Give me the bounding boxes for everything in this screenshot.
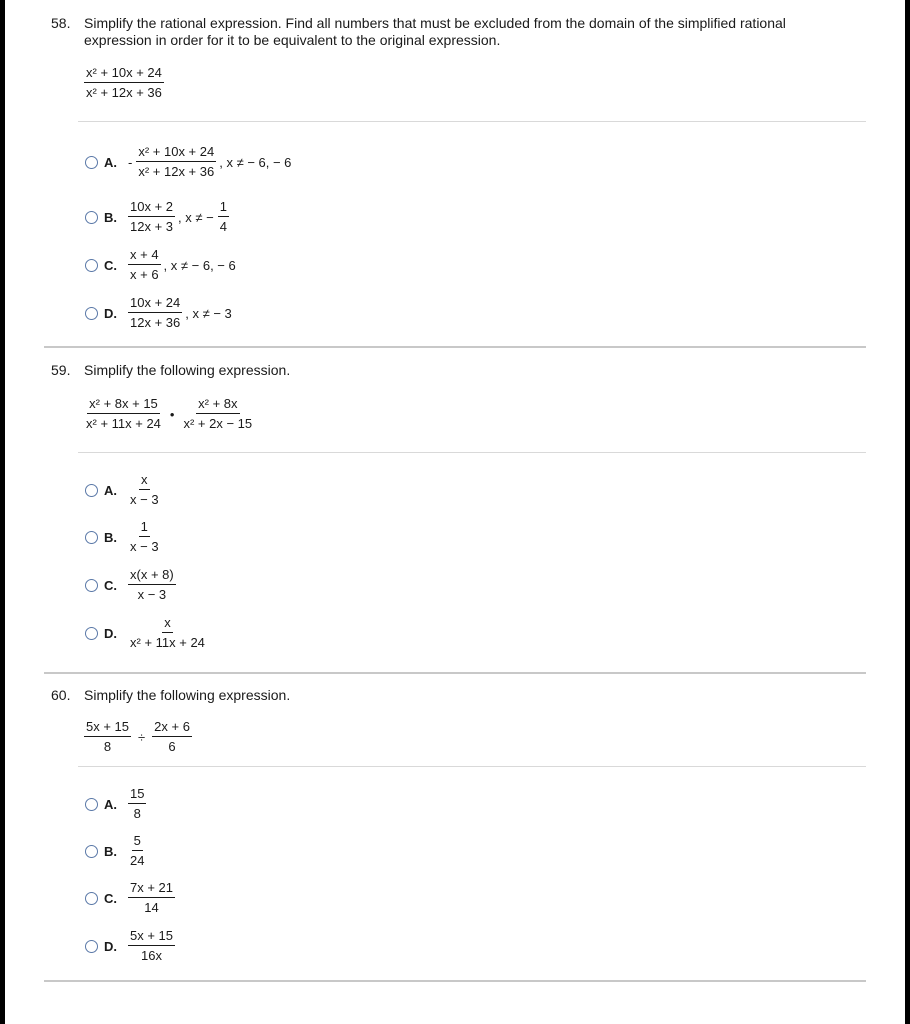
q59-expression-fraction-1 — [84, 397, 163, 431]
q60-expression-fraction-1 — [84, 720, 131, 754]
q60-option-b-letter: B. — [104, 843, 117, 859]
q59-option-b-letter: B. — [104, 529, 117, 545]
q59-option-a-numerator: x — [139, 473, 150, 490]
q60-option-b[interactable] — [85, 834, 146, 868]
q59-option-b-denominator: x − 3 — [130, 539, 159, 554]
q58-expression-fraction — [84, 66, 164, 100]
q60-divide-operator: ÷ — [138, 729, 146, 745]
q58-option-b-exclusion: , x ≠ − — [178, 209, 214, 225]
question-58-divider — [78, 121, 866, 122]
q59-option-c-letter: C. — [104, 577, 117, 593]
question-59-number: 59. — [51, 362, 71, 378]
q59-option-c-radio[interactable] — [85, 579, 98, 592]
q60-option-a-fraction — [128, 787, 146, 821]
q60-expression-numerator-1: 5x + 15 — [84, 720, 131, 737]
q58-option-b-excluded-denominator: 4 — [219, 219, 227, 234]
q59-option-c-fraction — [128, 568, 176, 602]
question-60-number: 60. — [51, 687, 71, 703]
q58-option-a-exclusion: , x ≠ − 6, − 6 — [219, 154, 292, 170]
q60-option-d-numerator: 5x + 15 — [128, 929, 175, 946]
q59-option-a-fraction — [128, 473, 161, 507]
q60-expression-numerator-2: 2x + 6 — [152, 720, 192, 737]
q59-option-d-numerator: x — [162, 616, 173, 633]
question-58-expression — [84, 66, 164, 100]
q59-option-a-letter: A. — [104, 482, 117, 498]
q58-option-c-letter: C. — [104, 257, 117, 273]
q59-option-d[interactable] — [85, 616, 207, 650]
right-edge — [905, 0, 910, 1024]
q58-option-d-letter: D. — [104, 305, 117, 321]
q60-option-b-denominator: 24 — [130, 853, 145, 868]
q60-expression-fraction-2 — [152, 720, 192, 754]
q60-expression-denominator-1: 8 — [103, 739, 112, 754]
q59-option-b-numerator: 1 — [139, 520, 150, 537]
q59-option-b-fraction — [128, 520, 161, 554]
question-60-divider — [78, 766, 866, 767]
q60-option-a-denominator: 8 — [133, 806, 141, 821]
q58-option-b[interactable] — [85, 200, 229, 234]
q60-option-a[interactable] — [85, 787, 146, 821]
q59-option-d-fraction — [128, 616, 207, 650]
q58-option-b-fraction — [128, 200, 175, 234]
q59-option-c-numerator: x(x + 8) — [128, 568, 176, 585]
q59-expression-numerator-2: x² + 8x — [196, 397, 239, 414]
q58-option-d-fraction — [128, 296, 182, 330]
q59-option-a-denominator: x − 3 — [130, 492, 159, 507]
q58-expression-denominator: x² + 12x + 36 — [86, 85, 162, 100]
q58-option-c-numerator: x + 4 — [128, 248, 161, 265]
question-59-expression — [84, 397, 254, 431]
question-59-divider — [78, 452, 866, 453]
q58-option-c-exclusion: , x ≠ − 6, − 6 — [163, 257, 236, 273]
q60-option-c[interactable] — [85, 881, 175, 915]
q60-expression-denominator-2: 6 — [168, 739, 176, 754]
q60-option-b-radio[interactable] — [85, 845, 98, 858]
q58-option-b-numerator: 10x + 2 — [128, 200, 175, 217]
q60-option-a-letter: A. — [104, 796, 117, 812]
q59-option-d-radio[interactable] — [85, 627, 98, 640]
q58-option-a-fraction — [136, 145, 216, 179]
q58-option-b-letter: B. — [104, 209, 117, 225]
q59-option-c-denominator: x − 3 — [137, 587, 167, 602]
q58-option-c-denominator: x + 6 — [130, 267, 159, 282]
q58-option-c-fraction — [128, 248, 161, 282]
question-60-expression — [84, 720, 192, 754]
question-58-prompt: Simplify the rational expression. Find all numbers that must be excluded from the domain of the simplified rational expression in order for it to be equivalent to the original expression. — [84, 15, 786, 48]
q60-option-c-denominator: 14 — [144, 900, 159, 915]
q59-option-b-radio[interactable] — [85, 531, 98, 544]
q58-expression-numerator: x² + 10x + 24 — [84, 66, 164, 83]
q58-option-a-denominator: x² + 12x + 36 — [138, 164, 215, 179]
q58-option-a-letter: A. — [104, 154, 117, 170]
question-59-prompt: Simplify the following expression. — [84, 362, 291, 378]
q60-option-c-letter: C. — [104, 890, 117, 906]
question-60-end-divider — [44, 980, 866, 982]
question-60-prompt: Simplify the following expression. — [84, 687, 291, 703]
q60-option-d-letter: D. — [104, 938, 117, 954]
q58-option-a-radio[interactable] — [85, 156, 98, 169]
q59-expression-numerator-1: x² + 8x + 15 — [87, 397, 160, 414]
q59-expression-denominator-2: x² + 2x − 15 — [183, 416, 253, 431]
q58-option-d[interactable] — [85, 296, 232, 330]
q58-option-c-radio[interactable] — [85, 259, 98, 272]
q60-option-a-numerator: 15 — [128, 787, 146, 804]
q60-option-d-radio[interactable] — [85, 940, 98, 953]
q60-option-b-fraction — [128, 834, 146, 868]
q58-option-d-denominator: 12x + 36 — [130, 315, 181, 330]
q59-option-c[interactable] — [85, 568, 176, 602]
q59-expression-fraction-2 — [181, 397, 254, 431]
q58-option-d-numerator: 10x + 24 — [128, 296, 182, 313]
q58-option-b-radio[interactable] — [85, 211, 98, 224]
q58-option-d-exclusion: , x ≠ − 3 — [185, 305, 232, 321]
q58-option-a-numerator: x² + 10x + 24 — [136, 145, 216, 162]
q59-option-b[interactable] — [85, 520, 161, 554]
q59-option-d-letter: D. — [104, 625, 117, 641]
q60-option-a-radio[interactable] — [85, 798, 98, 811]
q58-option-a[interactable] — [85, 145, 291, 179]
question-58-end-divider — [44, 346, 866, 348]
q59-expression-denominator-1: x² + 11x + 24 — [86, 416, 161, 431]
q60-option-d-denominator: 16x — [141, 948, 162, 963]
q58-option-c[interactable] — [85, 248, 236, 282]
question-59-end-divider — [44, 672, 866, 674]
q59-option-a-radio[interactable] — [85, 484, 98, 497]
q60-option-d[interactable] — [85, 929, 175, 963]
q60-option-c-fraction — [128, 881, 175, 915]
q59-option-d-denominator: x² + 11x + 24 — [130, 635, 205, 650]
q58-option-a-prefix: - — [128, 154, 133, 170]
q58-option-b-excluded-fraction — [218, 200, 229, 234]
q59-multiply-operator: • — [169, 406, 175, 422]
q59-option-a[interactable] — [85, 473, 161, 507]
q60-option-d-fraction — [128, 929, 175, 963]
q60-option-b-numerator: 5 — [132, 834, 143, 851]
q60-option-c-numerator: 7x + 21 — [128, 881, 175, 898]
q60-option-c-radio[interactable] — [85, 892, 98, 905]
q58-option-d-radio[interactable] — [85, 307, 98, 320]
left-edge — [0, 0, 5, 1024]
q58-option-b-excluded-numerator: 1 — [218, 200, 229, 217]
question-58-number: 58. — [51, 15, 71, 31]
q58-option-b-denominator: 12x + 3 — [130, 219, 174, 234]
